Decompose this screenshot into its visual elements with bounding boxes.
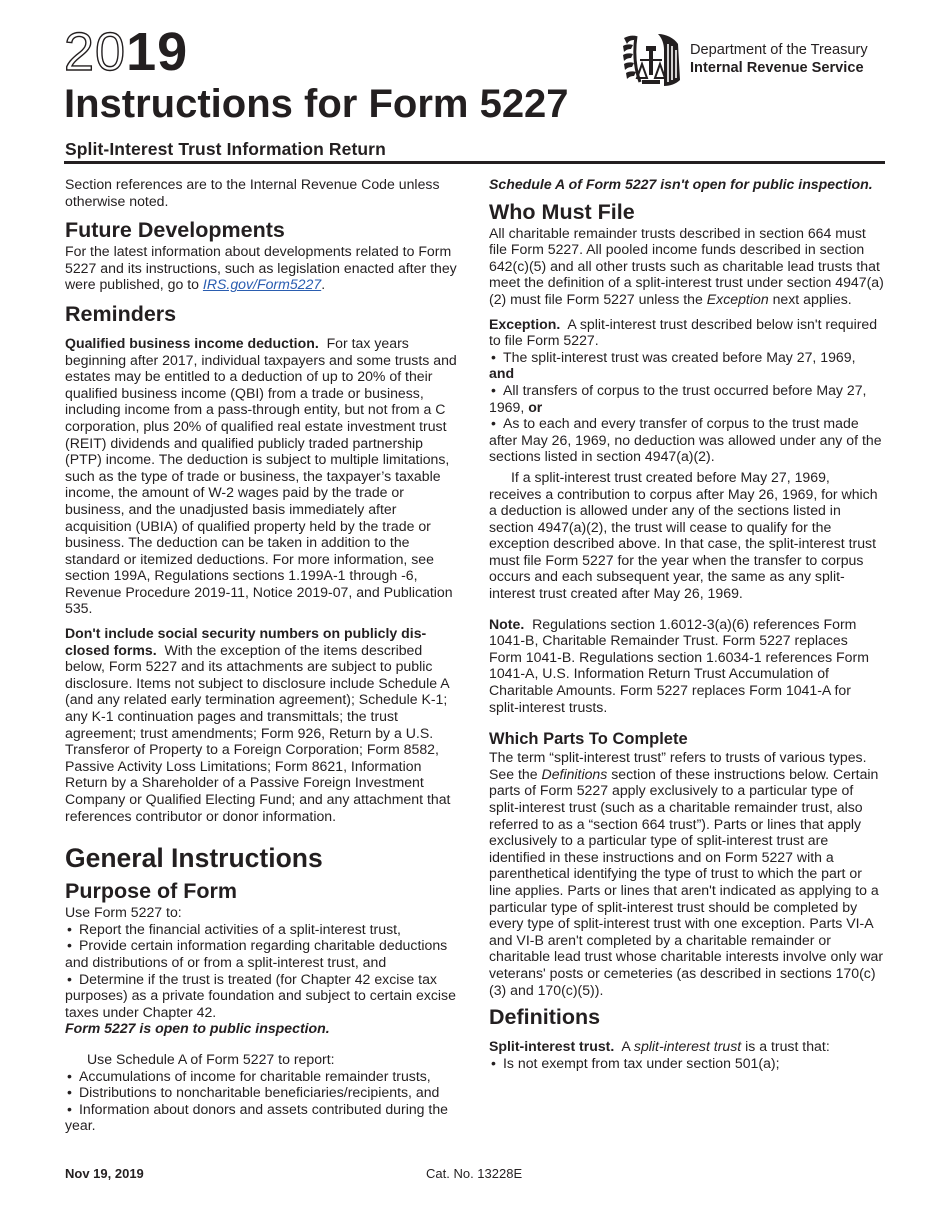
catalog-number: Cat. No. 13228E xyxy=(426,1166,523,1181)
qbi-paragraph: Qualified business income deduction. For tax years beginning after 2017, individual taxpayers and some trusts and estates may be entitled to a deduction of up to 20% of their qualified business income (QBI) from a trade or business, including income from a pass-through entity, but not from a C corporation, plus 20% of qualified real estate investment trust (REIT) dividends and qualified publicly traded partnership (PTP) income. The deduction is subject to multiple limitations, such as the type of trade or business, the taxpayer’s taxable income, the amount of W-2 wages paid by the trade or business, and the unadjusted basis immediately after acquisition (UBIA) of qualified property held by the trade or business. The deduction can be taken in addition to the standard or itemized deductions. For more information, see section 199A, Regulations sections 1.199A-1 through -6, Revenue Procedure 2019-11, Notice 2019-07, and Publication 535. xyxy=(65,334,457,617)
header-rule xyxy=(64,161,885,164)
future-developments-heading: Future Developments xyxy=(65,218,285,243)
form-year xyxy=(64,22,188,82)
schedule-a-bullet: • Distributions to noncharitable beneficiaries/recipients, and xyxy=(65,1084,460,1101)
page-subtitle: Split-Interest Trust Information Return xyxy=(65,139,386,159)
schedule-a-bullet: • Accumulations of income for charitable remainder trusts, xyxy=(65,1068,460,1085)
schedule-a-intro: Use Schedule A of Form 5227 to report: xyxy=(87,1050,335,1067)
agency-irs: Internal Revenue Service xyxy=(690,60,864,76)
which-parts-text: The term “split-interest trust” refers to trusts of various types. See the Definitions section of these instructions below. Certain parts of Form 5227 apply exclusively to a particular type of split-interest trust (such as a charitable remainder trust, also referred to as a “section 664 trust”). Parts or lines that apply exclusively to a particular type of split-interest trust are identified in these instructions and on Form 5227 with a parenthetical identifying the type of trust to which the part or line applies. Parts or lines that aren't indicated as applying to a particular type of split-interest trust should be completed by every type of split-interest trust with one exception. Parts VI-A and VI-B aren't completed by a charitable remainder or charitable lead trust whose charitable interests involve only war veterans' posts or cemeteries (as described in sections 170(c)(3) and 170(c)(5)). xyxy=(489,749,884,998)
note-lead: Note. xyxy=(489,615,525,632)
exception-bullet: • As to each and every transfer of corpus to the trust made after May 26, 1969, no deduction was allowed under any of the sections listed in section 4947(a)(2). xyxy=(489,415,884,465)
page-title: Instructions for Form 5227 xyxy=(64,82,569,126)
public-inspection-note: Form 5227 is open to public inspection. xyxy=(65,1020,330,1037)
who-must-file-heading: Who Must File xyxy=(489,199,635,224)
who-must-file-text: All charitable remainder trusts described in section 664 must file Form 5227. All pooled income funds described in section 642(c)(5) and all other trusts such as charitable lead trusts that meet the definition of a split-interest trust under section 4947(a)(2) must file Form 5227 unless the Exception next applies. xyxy=(489,224,884,307)
which-parts-heading: Which Parts To Complete xyxy=(489,730,688,749)
schedule-a-bullet: • Information about donors and assets contributed during the year. xyxy=(65,1101,460,1134)
exception-lead: Exception. xyxy=(489,315,561,332)
exception-followup-paragraph: If a split-interest trust created before May 27, 1969, receives a contribution to corpus after May 26, 1969, for which a deduction is allowed under any of the sections listed in section 4947(a)(2), the trust will cease to qualify for the exception described above. In that case, the split-interest trust must file Form 5227 for the year when the transfer to corpus occurs and each subsequent year, the same as any split-interest trust created after May 26, 1969. xyxy=(489,468,878,602)
revision-date: Nov 19, 2019 xyxy=(65,1166,144,1181)
schedule-a-not-public-note: Schedule A of Form 5227 isn't open for public inspection. xyxy=(489,176,873,192)
right-column xyxy=(489,176,884,1071)
general-instructions-heading: General Instructions xyxy=(65,843,323,874)
purpose-heading: Purpose of Form xyxy=(65,879,238,904)
reminders-heading: Reminders xyxy=(65,301,177,326)
agency-block xyxy=(620,30,868,88)
future-developments-text: For the latest information about developments related to Form 5227 and its instructions, such as legislation enacted after they were published, go to IRS.gov/Form5227. xyxy=(65,243,457,293)
purpose-intro: Use Form 5227 to: xyxy=(65,904,182,921)
definition-bullet: • Is not exempt from tax under section 501(a); xyxy=(489,1055,884,1072)
intro-text: Section references are to the Internal Revenue Code unless otherwise noted. xyxy=(65,176,440,209)
qbi-lead: Qualified business income deduction. xyxy=(65,334,319,351)
purpose-bullet: • Report the financial activities of a split-interest trust, xyxy=(65,921,460,938)
year-outline-digits: 20 xyxy=(64,22,127,82)
irs-eagle-logo-icon xyxy=(620,30,684,88)
purpose-bullet: • Provide certain information regarding charitable deductions and distributions of or from a split-interest trust, and xyxy=(65,937,460,970)
definitions-heading: Definitions xyxy=(489,1005,601,1030)
agency-department: Department of the Treasury xyxy=(690,42,868,58)
irs-form5227-link[interactable]: IRS.gov/Form5227 xyxy=(202,276,322,293)
left-column xyxy=(65,176,460,1134)
purpose-bullet: • Determine if the trust is treated (for Chapter 42 excise tax purposes) as a private foundation and subject to certain excise taxes under Chapter 42. xyxy=(65,971,460,1021)
exception-conjunction-or: or xyxy=(528,398,543,415)
ssn-lead: Don't include social security numbers on publicly dis-closed forms. xyxy=(65,625,427,658)
exception-paragraph: Exception. A split-interest trust described below isn't required to file Form 5227. xyxy=(489,315,878,349)
year-solid-digits: 19 xyxy=(126,22,189,82)
exception-conjunction-and: and xyxy=(489,365,515,382)
exception-bullet: • All transfers of corpus to the trust occurred before May 27, 1969, or xyxy=(489,382,884,415)
ssn-paragraph: Don't include social security numbers on publicly dis-closed forms. With the exception of the items described below, Form 5227 and its attachments are subject to public disclosure. Items not subject to disclosure include Schedule A (and any related early termination agreement); Schedule K-1; any K-1 continuation pages and transmittals; the trust agreement; trust amendments; Form 926, Return by a U.S. Transferor of Property to a Foreign Corporation; Form 8582, Passive Activity Loss Limitations; Form 8621, Information Return by a Shareholder of a Passive Foreign Investment Company or Qualified Electing Fund; and any attachment that references contributor or donor information. xyxy=(65,625,451,824)
note-paragraph: Note. Regulations section 1.6012-3(a)(6) references Form 1041-B, Charitable Remainder Trust. Form 5227 replaces Form 1041-B. Regulations section 1.6034-1 references Form 1041-A, U.S. Information Return Trust Accumulation of Charitable Amounts. Form 5227 replaces Form 1041-A for split-interest trusts. xyxy=(489,615,869,715)
split-interest-trust-definition: Split-interest trust. A split-interest trust is a trust that: xyxy=(489,1038,830,1055)
exception-bullet: • The split-interest trust was created before May 27, 1969, xyxy=(489,349,884,366)
split-interest-trust-lead: Split-interest trust. xyxy=(489,1038,615,1055)
